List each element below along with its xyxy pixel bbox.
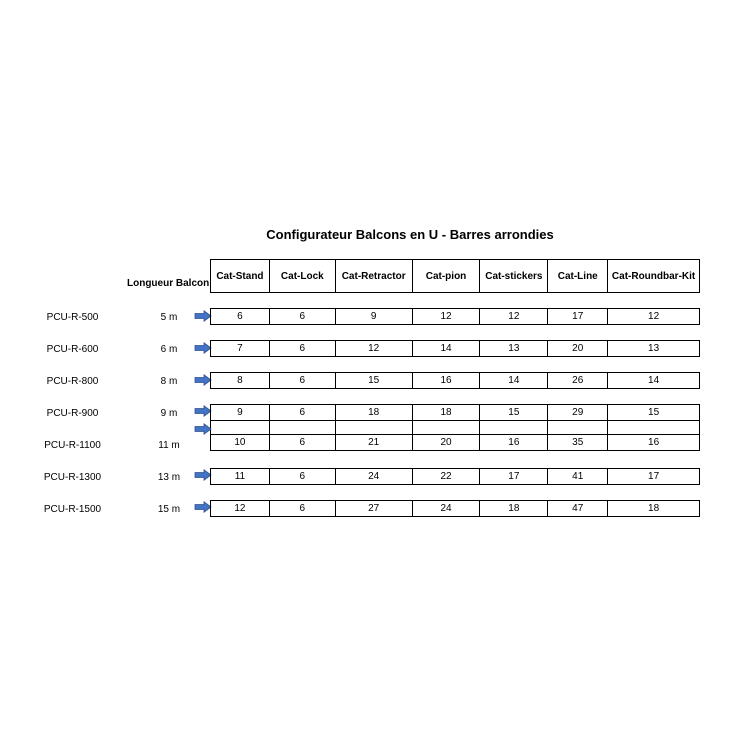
table-row <box>210 404 700 421</box>
column-header-cat-line: Cat-Line <box>548 260 608 292</box>
column-header-cat-pion: Cat-pion <box>413 260 481 292</box>
table-cell: 16 <box>608 435 700 450</box>
table-cell: 29 <box>548 405 608 420</box>
table-cell: 10 <box>211 435 270 450</box>
length-column-header: Longueur Balcon <box>127 278 210 289</box>
table-cell: 13 <box>608 341 700 356</box>
column-header-cat-roundbar-kit: Cat-Roundbar-Kit <box>608 260 700 292</box>
table-cell: 17 <box>548 309 608 324</box>
table-cell: 6 <box>270 373 336 388</box>
table-cell: 6 <box>270 309 336 324</box>
row-length-label: 11 m <box>158 440 180 451</box>
table-cell: 6 <box>270 341 336 356</box>
row-code-label: PCU-R-900 <box>46 408 99 419</box>
table-cell: 16 <box>480 435 548 450</box>
table-cell: 22 <box>413 469 481 484</box>
table-cell: 12 <box>336 341 413 356</box>
table-cell: 6 <box>270 501 336 516</box>
table-spacer-row <box>210 421 700 435</box>
empty-cell <box>211 421 270 434</box>
table-cell: 21 <box>336 435 413 450</box>
table-row <box>210 308 700 325</box>
row-code-label: PCU-R-600 <box>46 344 99 355</box>
table-cell: 8 <box>211 373 270 388</box>
table-cell: 6 <box>270 405 336 420</box>
row-length-label: 9 m <box>160 408 178 419</box>
column-header-cat-stand: Cat-Stand <box>211 260 270 292</box>
table-cell: 27 <box>336 501 413 516</box>
table-cell: 18 <box>608 501 700 516</box>
table-cell: 18 <box>413 405 481 420</box>
column-header-cat-lock: Cat-Lock <box>270 260 336 292</box>
table-cell: 17 <box>608 469 700 484</box>
table-cell: 24 <box>413 501 481 516</box>
table-cell: 18 <box>480 501 548 516</box>
table-cell: 15 <box>608 405 700 420</box>
row-code-label: PCU-R-800 <box>46 376 99 387</box>
column-header-cat-stickers: Cat-stickers <box>480 260 548 292</box>
empty-cell <box>413 421 481 434</box>
table-cell: 14 <box>608 373 700 388</box>
table-row <box>210 500 700 517</box>
table-cell: 14 <box>480 373 548 388</box>
empty-cell <box>270 421 336 434</box>
table-cell: 12 <box>480 309 548 324</box>
table-cell: 20 <box>413 435 481 450</box>
table-cell: 26 <box>548 373 608 388</box>
table-cell: 9 <box>336 309 413 324</box>
table-cell: 18 <box>336 405 413 420</box>
table-row <box>210 434 700 451</box>
empty-cell <box>548 421 608 434</box>
row-code-label: PCU-R-1500 <box>43 504 102 515</box>
column-header-cat-retractor: Cat-Retractor <box>336 260 413 292</box>
row-length-label: 6 m <box>160 344 178 355</box>
empty-cell <box>336 421 413 434</box>
table-cell: 12 <box>413 309 481 324</box>
table-cell: 17 <box>480 469 548 484</box>
table-cell: 15 <box>480 405 548 420</box>
table-cell: 15 <box>336 373 413 388</box>
table-cell: 12 <box>608 309 700 324</box>
table-cell: 12 <box>211 501 270 516</box>
table-cell: 41 <box>548 469 608 484</box>
row-length-label: 15 m <box>157 504 181 515</box>
empty-cell <box>480 421 548 434</box>
table-header-row <box>210 259 700 293</box>
table-row <box>210 468 700 485</box>
table-cell: 6 <box>270 469 336 484</box>
table-cell: 14 <box>413 341 481 356</box>
table-cell: 6 <box>270 435 336 450</box>
page-title: Configurateur Balcons en U - Barres arrondies <box>266 227 554 242</box>
row-code-label: PCU-R-1300 <box>43 472 102 483</box>
table-row <box>210 340 700 357</box>
empty-cell <box>608 421 700 434</box>
row-code-label: PCU-R-1100 <box>44 440 101 451</box>
row-length-label: 13 m <box>157 472 181 483</box>
table-cell: 7 <box>211 341 270 356</box>
row-code-label: PCU-R-500 <box>46 312 99 323</box>
row-length-label: 5 m <box>160 312 178 323</box>
row-length-label: 8 m <box>160 376 178 387</box>
table-cell: 13 <box>480 341 548 356</box>
table-cell: 9 <box>211 405 270 420</box>
table-cell: 11 <box>211 469 270 484</box>
table-cell: 20 <box>548 341 608 356</box>
table-cell: 24 <box>336 469 413 484</box>
table-cell: 6 <box>211 309 270 324</box>
table-row <box>210 372 700 389</box>
table-cell: 16 <box>413 373 481 388</box>
table-cell: 47 <box>548 501 608 516</box>
table-cell: 35 <box>548 435 608 450</box>
